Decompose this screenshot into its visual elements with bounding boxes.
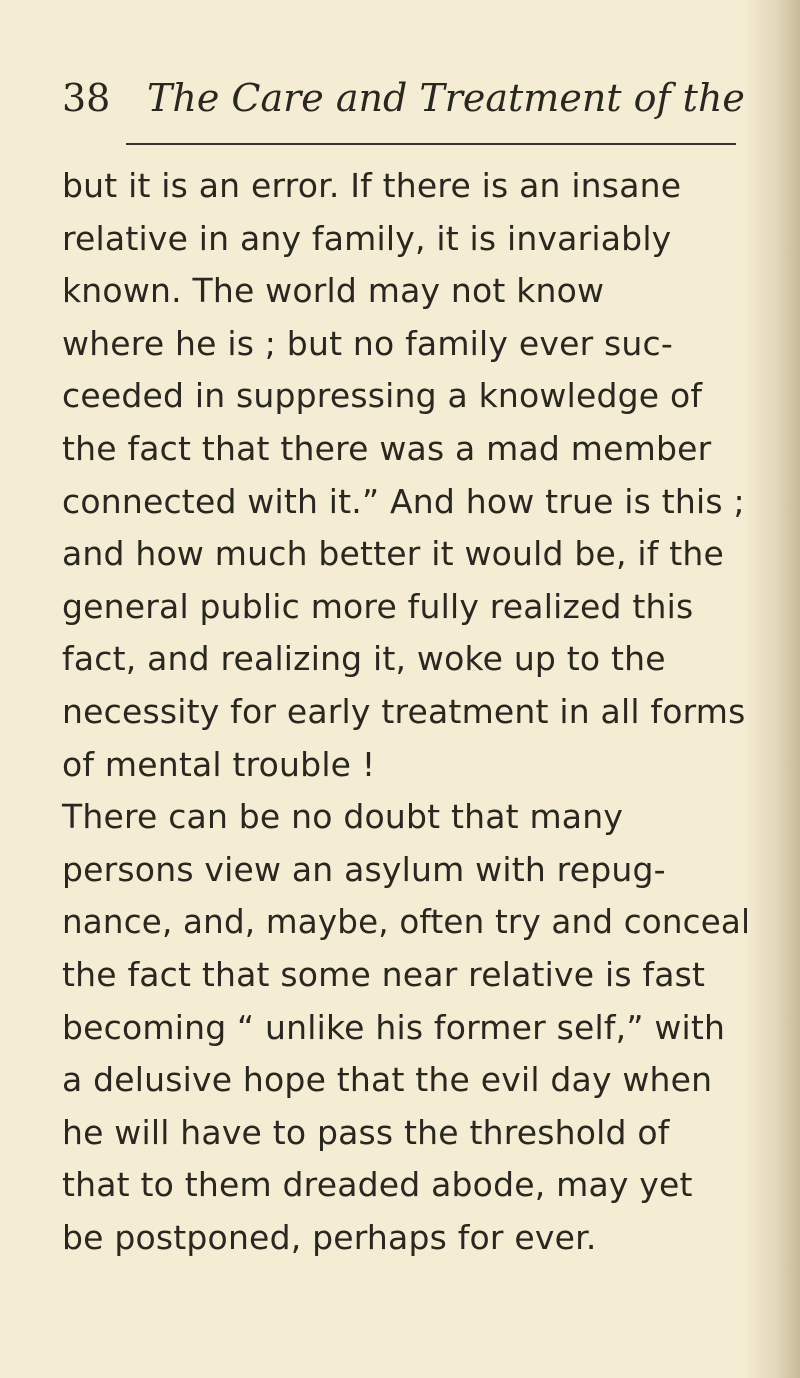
text-line: connected with it.” And how true is this ;	[62, 481, 745, 521]
page-header	[62, 72, 745, 128]
text-line: where he is ; but no family ever suc-	[62, 323, 673, 363]
text-line: becoming “ unlike his former self,” with	[62, 1007, 726, 1047]
page-number: 38	[62, 76, 111, 120]
text-line: but it is an error. If there is an insane	[62, 166, 682, 205]
text-line: relative in any family, it is invariably	[62, 218, 672, 258]
text-line: There can be no doubt that many	[62, 797, 624, 837]
text-line: necessity for early treatment in all forms	[62, 691, 746, 731]
text-line: that to them dreaded abode, may yet	[62, 1165, 693, 1205]
text-line: persons view an asylum with repug-	[62, 849, 666, 889]
text-line: ceeded in suppressing a knowledge of	[62, 376, 703, 416]
text-line: the fact that there was a mad member	[62, 428, 712, 468]
body-text	[62, 160, 752, 1264]
running-title: The Care and Treatment of the	[147, 76, 745, 120]
text-line: of mental trouble !	[62, 744, 376, 784]
header-rule	[126, 143, 736, 145]
text-line: general public more fully realized this	[62, 586, 694, 626]
text-line: nance, and, maybe, often try and conceal	[62, 903, 751, 942]
text-line: fact, and realizing it, woke up to the	[62, 639, 666, 679]
text-line: the fact that some near relative is fast	[62, 954, 706, 994]
text-line: known. The world may not know	[62, 271, 605, 311]
text-line: and how much better it would be, if the	[62, 534, 725, 574]
text-line: a delusive hope that the evil day when	[62, 1060, 713, 1100]
text-line: he will have to pass the threshold of	[62, 1112, 670, 1152]
text-line: be postponed, perhaps for ever.	[62, 1217, 597, 1257]
